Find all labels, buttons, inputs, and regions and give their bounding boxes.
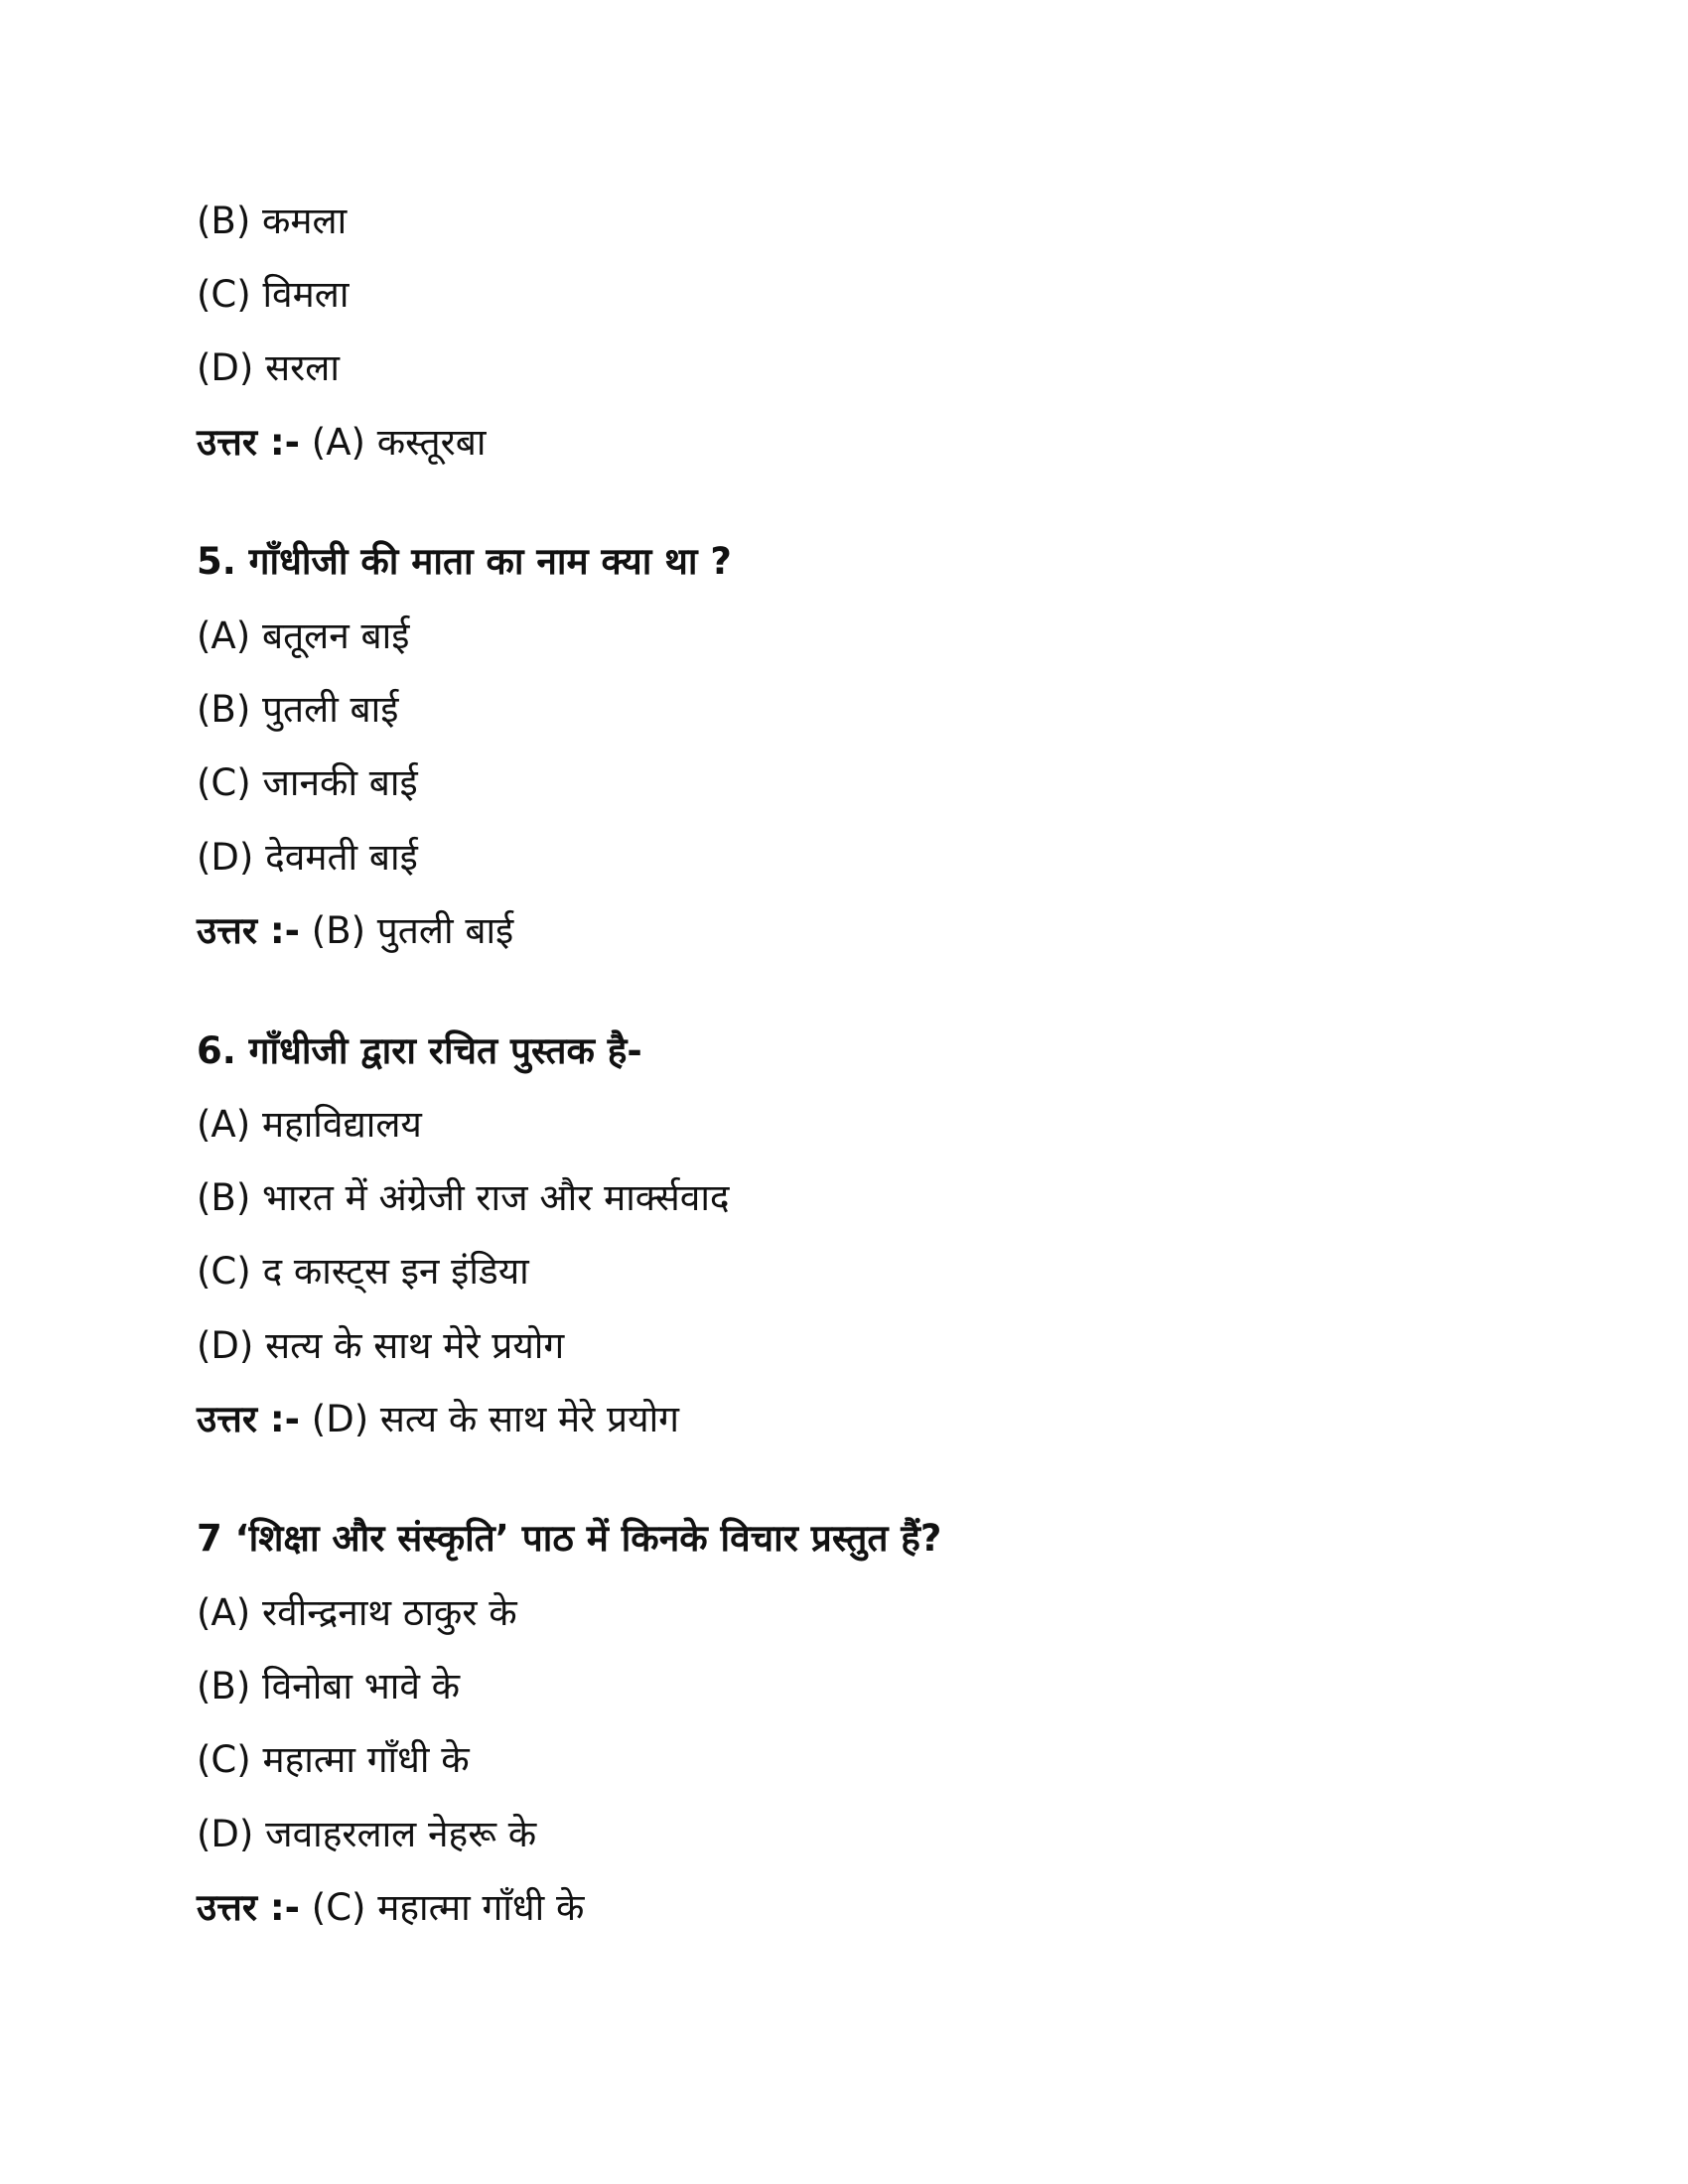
q7-option-a: (A) रवीन्द्रनाथ ठाकुर के: [197, 1591, 517, 1634]
question-6: 6. गाँधीजी द्वारा रचित पुस्तक है-: [197, 1029, 642, 1072]
answer-value: (C) महात्मा गाँधी के: [300, 1886, 585, 1929]
q6-option-d: (D) सत्य के साथ मेरे प्रयोग: [197, 1324, 565, 1367]
answer-value: (D) सत्य के साथ मेरे प्रयोग: [300, 1398, 679, 1440]
q5-option-a: (A) बतूलन बाई: [197, 614, 410, 657]
question-5: 5. गाँधीजी की माता का नाम क्या था ?: [197, 540, 732, 583]
answer-label: उत्तर :-: [197, 1398, 301, 1440]
q5-answer-line: [197, 908, 513, 954]
q7-option-b: (B) विनोबा भावे के: [197, 1665, 461, 1707]
question-7: 7 ‘शिक्षा और संस्कृति’ पाठ में किनके विचार प्रस्तुत हैं?: [197, 1517, 942, 1560]
answer-value: (B) पुतली बाई: [300, 909, 514, 952]
answer-line: [197, 420, 486, 466]
q7-option-d: (D) जवाहरलाल नेहरू के: [197, 1813, 537, 1855]
q6-answer-line: [197, 1397, 679, 1442]
q6-option-b: (B) भारत में अंग्रेजी राज और मार्क्सवाद: [197, 1176, 730, 1219]
q6-option-c: (C) द कास्ट्स इन इंडिया: [197, 1250, 529, 1293]
option-d: (D) सरला: [197, 346, 340, 389]
q5-option-d: (D) देवमती बाई: [197, 836, 418, 879]
answer-label: उत्तर :-: [197, 421, 301, 464]
option-c: (C) विमला: [197, 273, 350, 316]
q5-option-b: (B) पुतली बाई: [197, 688, 399, 731]
q7-option-c: (C) महात्मा गाँधी के: [197, 1738, 470, 1781]
q7-answer-line: [197, 1885, 584, 1931]
q6-option-a: (A) महाविद्यालय: [197, 1103, 422, 1146]
answer-label: उत्तर :-: [197, 909, 301, 952]
q5-option-c: (C) जानकी बाई: [197, 761, 418, 804]
option-b: (B) कमला: [197, 200, 348, 242]
answer-label: उत्तर :-: [197, 1886, 301, 1929]
answer-value: (A) कस्तूरबा: [300, 421, 487, 464]
